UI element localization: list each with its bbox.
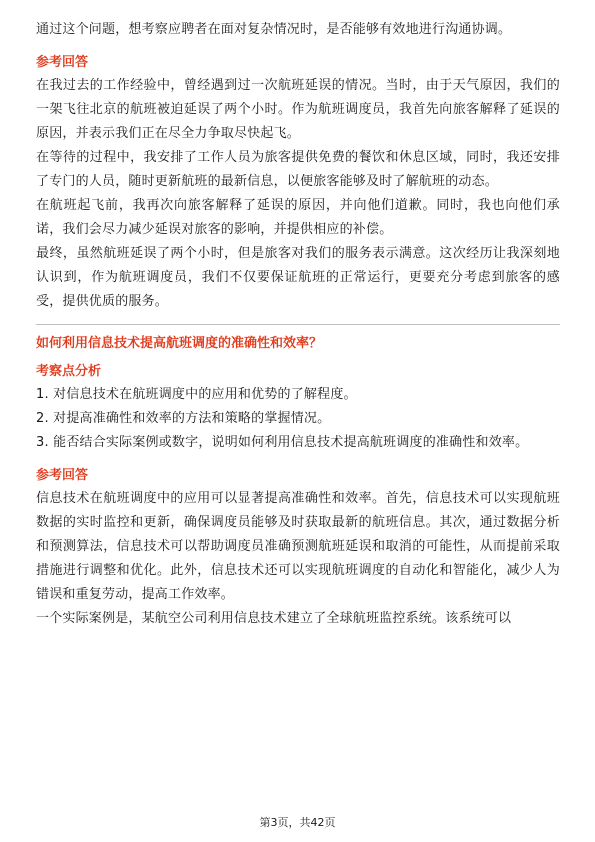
answer-paragraph: 在等待的过程中，我安排了工作人员为旅客提供免费的餐饮和休息区域，同时，我还安排了专门的人员，随时更新航班的最新信息，以便旅客能够及时了解航班的动态。 (36, 150, 560, 189)
answer-label: 参考回答 (36, 55, 89, 70)
analysis-item: 2. 对提高准确性和效率的方法和策略的掌握情况。 (36, 411, 331, 426)
answer-paragraph: 最终，虽然航班延误了两个小时，但是旅客对我们的服务表示满意。这次经历让我深刻地认识到，作为航班调度员，我们不仅要保证航班的正常运行，更要充分考虑到旅客的感受，提供优质的服务。 (36, 246, 560, 309)
answer-paragraph: 信息技术在航班调度中的应用可以显著提高准确性和效率。首先，信息技术可以实现航班数据的实时监控和更新，确保调度员能够及时获取最新的航班信息。其次，通过数据分析和预测算法，信息技术可以帮助调度员准确预测航班延误和取消的可能性，从而提前采取措施进行调整和优化。此外，信息技术还可以实现航班调度的自动化和智能化，减少人为错误和重复劳动，提高工作效率。 (36, 491, 560, 602)
page-content (36, 18, 560, 631)
answer-paragraph: 在航班起飞前，我再次向旅客解释了延误的原因，并向他们道歉。同时，我也向他们承诺，我们会尽力减少延误对旅客的影响，并提供相应的补偿。 (36, 198, 560, 237)
answer-paragraph: 在我过去的工作经验中，曾经遇到过一次航班延误的情况。当时，由于天气原因，我们的一架飞往北京的航班被迫延误了两个小时。作为航班调度员，我首先向旅客解释了延误的原因，并表示我们正在尽全力争取尽快起飞。 (36, 78, 560, 141)
section-divider (36, 324, 560, 325)
page-number: 第3页，共42页 (259, 816, 336, 829)
analysis-item: 1. 对信息技术在航班调度中的应用和优势的了解程度。 (36, 387, 357, 402)
answer-paragraph: 一个实际案例是，某航空公司利用信息技术建立了全球航班监控系统。该系统可以 (36, 611, 512, 626)
analysis-label: 考察点分析 (36, 364, 102, 379)
intro-paragraph: 通过这个问题，想考察应聘者在面对复杂情况时，是否能够有效地进行沟通协调。 (36, 22, 512, 37)
analysis-item: 3. 能否结合实际案例或数字，说明如何利用信息技术提高航班调度的准确性和效率。 (36, 435, 529, 450)
answer-label: 参考回答 (36, 468, 89, 483)
question-title: 如何利用信息技术提高航班调度的准确性和效率？ (36, 336, 323, 351)
